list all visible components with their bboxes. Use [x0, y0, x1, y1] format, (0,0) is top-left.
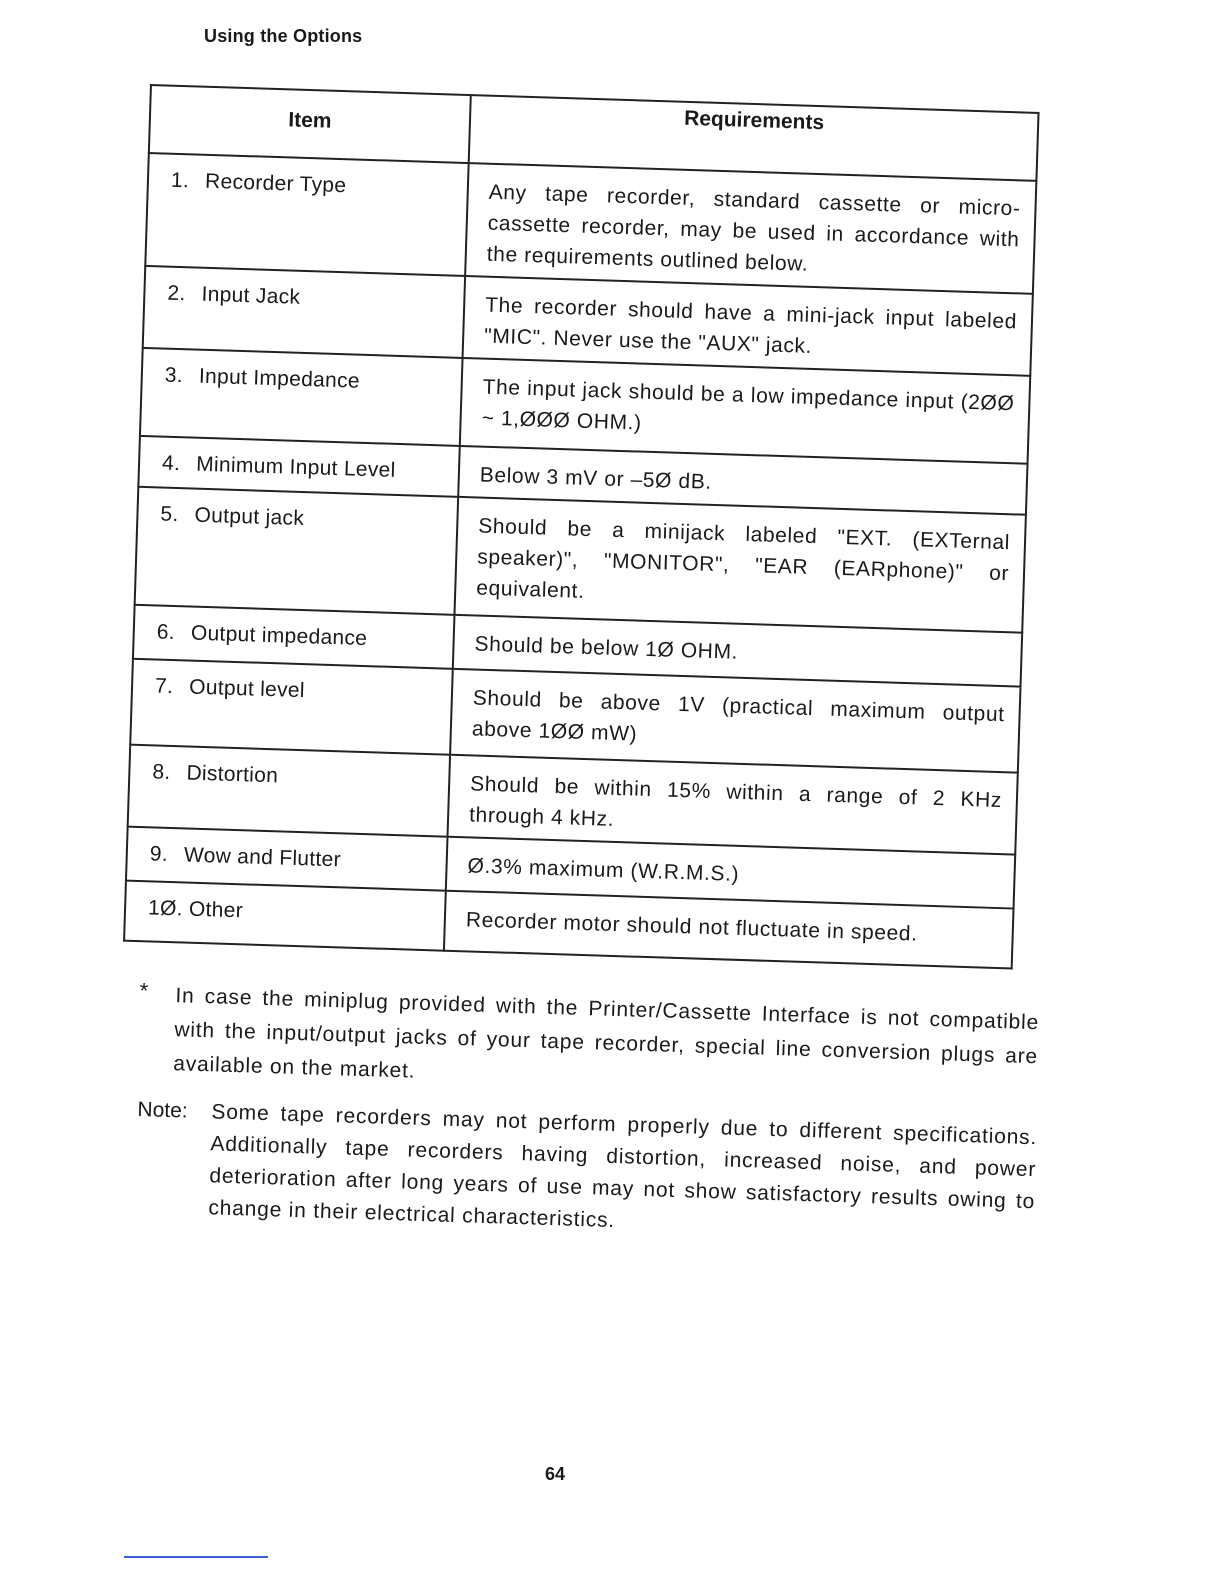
requirement-cell: Any tape recorder, standard cassette or micro-cassette recorder, may be used in accordance with the requirements outlined below.: [465, 163, 1036, 294]
item-label: Input Jack: [201, 282, 301, 309]
item-number: 6.: [156, 620, 176, 645]
requirements-column-header: Requirements: [469, 95, 1039, 181]
item-cell: [133, 605, 455, 669]
item-number: 9.: [149, 842, 169, 866]
item-number: 3.: [164, 363, 184, 388]
footnote: [137, 978, 1040, 1108]
requirements-table-container: [123, 84, 1040, 970]
item-label: Output jack: [194, 503, 305, 531]
item-number: 5.: [160, 502, 179, 527]
requirement-cell: Should be below 1Ø OHM.: [453, 615, 1022, 687]
requirement-cell: Should be a minijack labeled "EXT. (EXTernal speaker)", "MONITOR", "EAR (EARphone)" or equivalent.: [454, 497, 1025, 633]
item-number: 7.: [154, 674, 174, 699]
requirement-cell: The input jack should be a low impedance input (2ØØ ~ 1,ØØØ OHM.): [460, 358, 1030, 464]
item-cell: [135, 487, 459, 615]
requirement-cell: Should be within 15% within a range of 2 KHz through 4 kHz.: [448, 755, 1018, 855]
footnote-text: In case the miniplug provided with the Printer/Cassette Interface is not compatible with the input/output jacks of your tape recorder, special line conversion plugs are available on the market.: [172, 984, 1040, 1083]
item-cell: [143, 266, 465, 358]
item-cell: [145, 153, 468, 276]
requirement-cell: Recorder motor should not fluctuate in speed.: [444, 891, 1014, 969]
item-number: 4.: [161, 451, 181, 476]
item-number: 1.: [170, 168, 190, 193]
bottom-divider-line: [124, 1556, 268, 1558]
page-number: 64: [545, 1464, 566, 1484]
item-cell: [124, 881, 446, 951]
item-number: 8.: [152, 760, 171, 784]
item-label: Minimum Input Level: [195, 452, 396, 482]
item-label: Recorder Type: [204, 169, 347, 198]
item-label: Other: [188, 897, 244, 923]
note: [134, 1094, 1038, 1250]
footnote-marker: *: [139, 978, 149, 1004]
requirement-cell: The recorder should have a mini-jack input labeled "MIC". Never use the "AUX" jack.: [463, 276, 1033, 376]
item-number: 1Ø.: [147, 896, 184, 921]
item-cell: [130, 659, 453, 755]
requirements-table: [123, 84, 1040, 970]
page-header-title: Using the Options: [204, 26, 363, 46]
item-number: 2.: [167, 281, 186, 306]
requirement-cell: Below 3 mV or –5Ø dB.: [458, 446, 1027, 515]
item-label: Output level: [188, 675, 306, 703]
requirement-cell: Ø.3% maximum (W.R.M.S.): [446, 837, 1015, 909]
item-label: Distortion: [186, 761, 279, 788]
item-cell: [128, 745, 450, 837]
item-label: Output impedance: [190, 621, 368, 651]
item-column-header: Item: [149, 85, 471, 163]
item-cell: [126, 827, 448, 891]
note-label: Note:: [137, 1097, 189, 1123]
item-cell: [140, 348, 463, 446]
note-text: Some tape recorders may not perform properly due to different specifications. Additionally tape recorders having distortion, increased noise, and power deterioration after long years of use may not show satisfactory results owing to change in their electrical characteristics.: [208, 1100, 1038, 1233]
requirement-cell: Should be above 1V (practical maximum output above 1ØØ mW): [450, 669, 1020, 773]
item-label: Wow and Flutter: [183, 843, 342, 872]
table-body: [124, 153, 1036, 969]
item-label: Input Impedance: [198, 364, 361, 393]
